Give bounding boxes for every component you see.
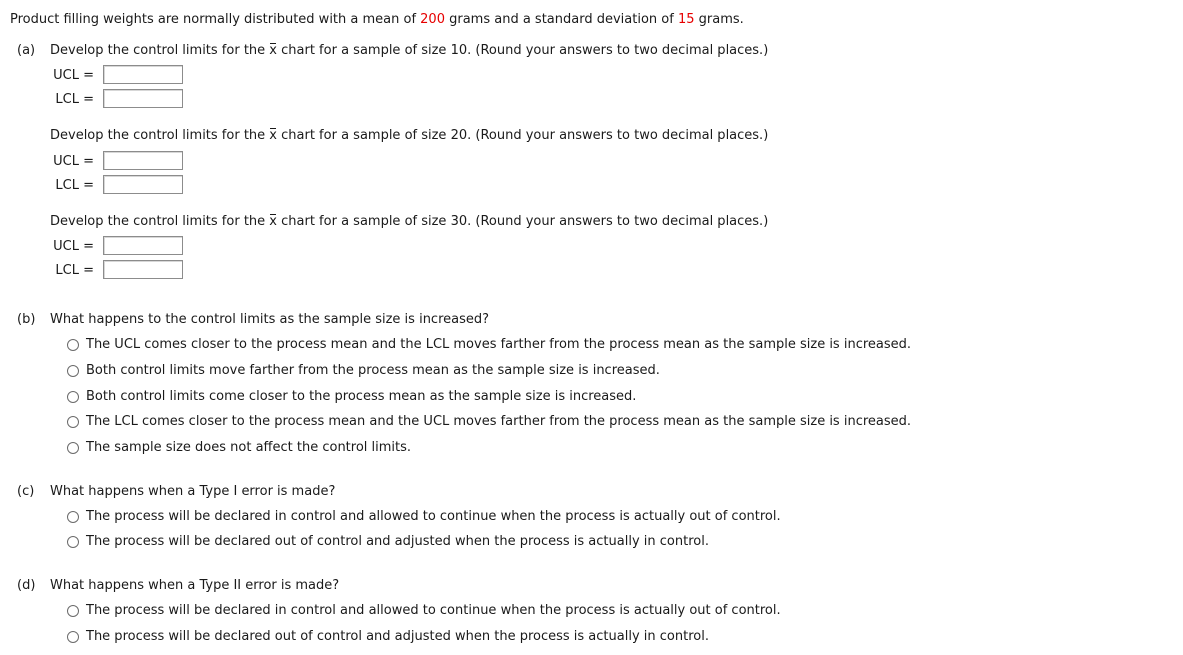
radio-option-b3[interactable]: Both control limits come closer to the process mean as the sample size is increased. bbox=[67, 389, 636, 405]
radio-button[interactable] bbox=[67, 511, 79, 523]
part-c-label: (c) bbox=[17, 484, 35, 499]
ucl-label: UCL = bbox=[53, 154, 94, 169]
radio-button[interactable] bbox=[67, 631, 79, 643]
ucl-label: UCL = bbox=[53, 239, 94, 254]
radio-button[interactable] bbox=[67, 391, 79, 403]
x-bar-symbol: x bbox=[269, 43, 277, 58]
radio-option-d1[interactable]: The process will be declared in control and allowed to continue when the process is actually out of control. bbox=[67, 603, 781, 619]
ucl-input-size-20[interactable] bbox=[103, 151, 183, 170]
question-a-size-20: Develop the control limits for the x chart for a sample of size 20. (Round your answers to two decimal places.) bbox=[50, 128, 769, 143]
radio-option-d2[interactable]: The process will be declared out of control and adjusted when the process is actually in control. bbox=[67, 629, 709, 645]
part-b-label: (b) bbox=[17, 312, 36, 327]
ucl-input-size-10[interactable] bbox=[103, 65, 183, 84]
radio-button[interactable] bbox=[67, 536, 79, 548]
lcl-input-size-10[interactable] bbox=[103, 89, 183, 108]
ucl-input-size-30[interactable] bbox=[103, 236, 183, 255]
radio-option-b4[interactable]: The LCL comes closer to the process mean and the UCL moves farther from the process mean as the sample size is increased. bbox=[67, 414, 911, 430]
question-a-size-30: Develop the control limits for the x chart for a sample of size 30. (Round your answers to two decimal places.) bbox=[50, 214, 769, 229]
mean-value: 200 bbox=[420, 12, 445, 27]
radio-option-b2[interactable]: Both control limits move farther from the process mean as the sample size is increased. bbox=[67, 363, 660, 379]
lcl-label: LCL = bbox=[55, 178, 94, 193]
lcl-input-size-20[interactable] bbox=[103, 175, 183, 194]
radio-option-b1[interactable]: The UCL comes closer to the process mean and the LCL moves farther from the process mean as the sample size is increased. bbox=[67, 337, 911, 353]
ucl-label: UCL = bbox=[53, 68, 94, 83]
x-bar-symbol: x bbox=[269, 128, 277, 143]
lcl-label: LCL = bbox=[55, 92, 94, 107]
sd-value: 15 bbox=[677, 12, 695, 27]
x-bar-symbol: x bbox=[269, 214, 277, 229]
radio-button[interactable] bbox=[67, 365, 79, 377]
part-a-label: (a) bbox=[17, 43, 36, 58]
lcl-label: LCL = bbox=[55, 263, 94, 278]
radio-button[interactable] bbox=[67, 339, 79, 351]
radio-option-c1[interactable]: The process will be declared in control and allowed to continue when the process is actually out of control. bbox=[67, 509, 781, 525]
question-d: What happens when a Type II error is made? bbox=[50, 578, 340, 593]
radio-button[interactable] bbox=[67, 416, 79, 428]
radio-button[interactable] bbox=[67, 442, 79, 454]
question-b: What happens to the control limits as the sample size is increased? bbox=[50, 312, 490, 327]
part-d-label: (d) bbox=[17, 578, 36, 593]
radio-button[interactable] bbox=[67, 605, 79, 617]
question-c: What happens when a Type I error is made? bbox=[50, 484, 336, 499]
radio-option-b5[interactable]: The sample size does not affect the control limits. bbox=[67, 440, 411, 456]
lcl-input-size-30[interactable] bbox=[103, 260, 183, 279]
radio-option-c2[interactable]: The process will be declared out of control and adjusted when the process is actually in control. bbox=[67, 534, 709, 550]
problem-statement: Product filling weights are normally distributed with a mean of 200 grams and a standard deviation of 15 grams. bbox=[10, 12, 744, 27]
question-a-size-10: Develop the control limits for the x chart for a sample of size 10. (Round your answers to two decimal places.) bbox=[50, 43, 769, 58]
